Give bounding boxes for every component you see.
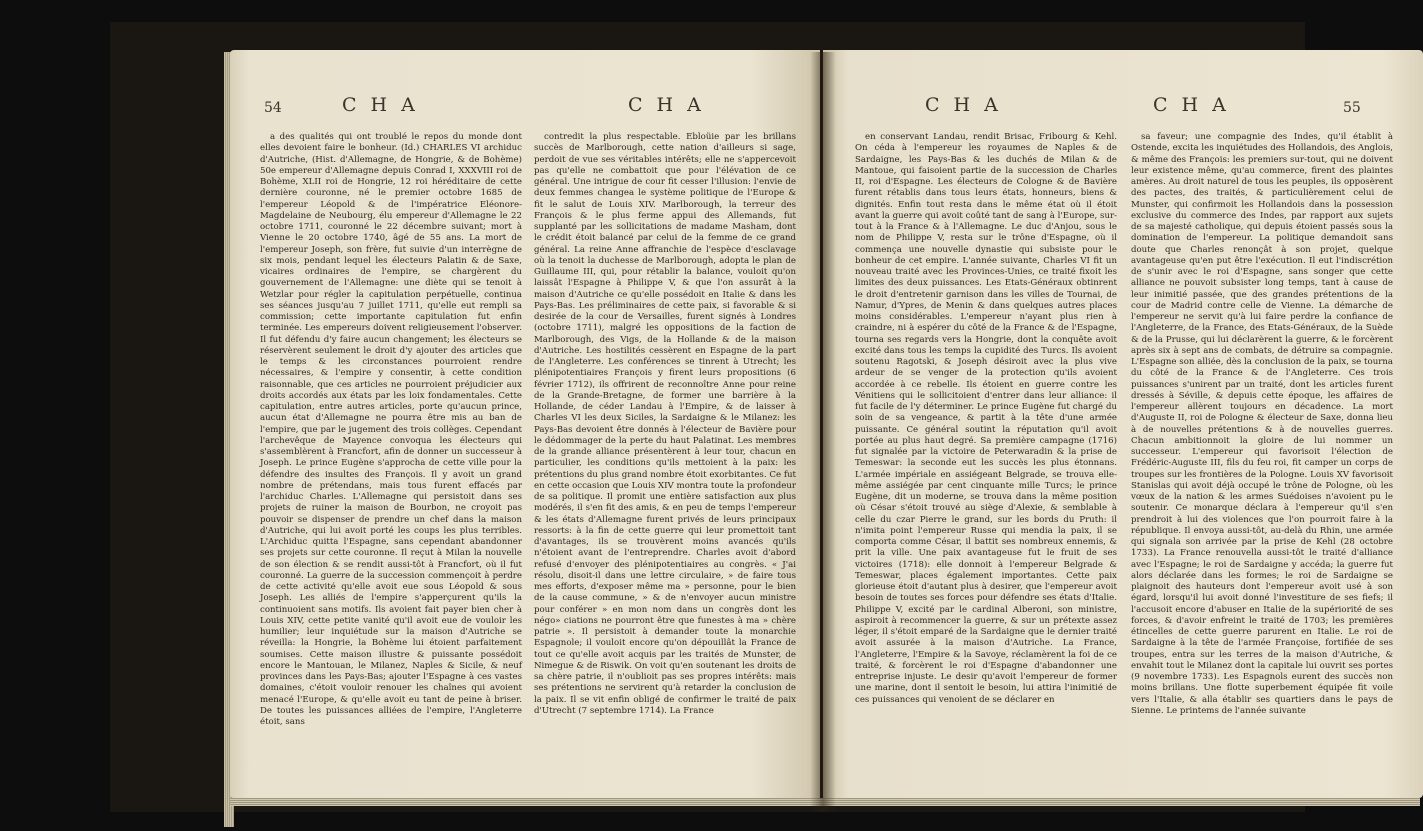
page-number: 55: [1343, 100, 1361, 116]
open-book: [110, 22, 1393, 812]
page-number: 54: [264, 100, 282, 116]
running-head: CHA: [925, 94, 1012, 116]
column-text: a des qualités qui ont troublé le repos du monde dont elles devoient faire le bonheur. (Id.) CHARLES VI archiduc d'Autriche, (Hist. d'Allemagne, de Hongrie, & de Bohème) 50e empereur d'Allemagne depuis Conrad I, XXXVIII roi de Bohème, XLII roi de Hongrie, 12 roi héréditaire de cette dernière couronne, né le premier octobre 1685 de l'empereur Léopold & de l'impératrice Eléonore-Magdelaine de Neubourg, élu empereur d'Allemagne le 22 octobre 1711, couronné le 22 décembre suivant; mort à Vienne le 20 octobre 1740, âgé de 55 ans. La mort de l'empereur Joseph, son frère, fut suivie d'un interrègne de six mois, pendant lequel les électeurs Palatin & de Saxe, vicaires ordinaires de l'empire, se chargèrent du gouvernement de l'Allemagne: une diète qui se tenoit à Wetzlar pour régler la capitulation perpétuelle, continua ses séances jusqu'au 7 juillet 1711, qu'elle eut rempli sa commission; cette importante capitulation fut enfin terminée. Les empereurs doivent religieusement l'observer. Il fut défendu d'y faire aucun changement; les électeurs se réservèrent seulement le droit d'y ajouter des articles que le temps & les circonstances pourroient rendre nécessaires, & l'empire y consentir, à cette condition raisonnable, que ces articles ne pourroient préjudicier aux droits accordés aux états par les loix fondamentales. Cette capitulation, entre autres articles, porte qu'aucun prince, aucun état d'Allemagne ne pourra être mis au ban de l'empire, que par le jugement des trois collèges. Cependant l'archevêque de Mayence convoqua les électeurs qui s'assemblèrent à Francfort, afin de donner un successeur à Joseph. Le prince Eugène s'approcha de cette ville pour la défendre des insultes des François. Il y avoit un grand nombre de prétendans, mais tous furent effacés par l'archiduc Charles. L'Allemagne qui persistoit dans ses projets de ruiner la maison de Bourbon, ne croyoit pas pouvoir se dispenser de prendre un chef dans la maison d'Autriche, qui lui avoit porté les coups les plus terribles. L'Archiduc quitta l'Espagne, sans cependant abandonner ses projets sur cette couronne. Il reçut à Milan la nouvelle de son élection & se rendit aussi-tôt à Francfort, où il fut couronné. La guerre de la succession commençoit à perdre de cette activité qu'elle avoit eue sous Léopold & sous Joseph. Les alliés de l'empire s'apperçurent qu'ils la continuoient sans motifs. Ils avoient fait payer bien cher à Louis XIV, cette petite vanité qu'il avoit eue de vouloir les humilier; leur inquiétude sur la maison d'Autriche se réveilla: la Hongrie, la Bohème lui étoient parfaitement soumises. Cette maison illustre & puissante possédoit encore le Mantouan, le Milanez, Naples & Sicile, & neuf provinces dans les Pays-Bas; ajouter l'Espagne à ces vastes domaines, c'étoit vouloir renouer les chaînes qui avoient menacé l'Europe, & qu'elle avoit eu tant de peine à briser. De toutes les puissances alliées de l'empire, l'Angleterre étoit, sans: [260, 132, 522, 727]
column-text: contredit la plus respectable. Ebloüie par les brillans succès de Marlborough, cette nation d'ailleurs si sage, perdoit de vue ses véritables intérêts; elle ne s'appercevoit pas qu'elle ne combattoit que pour l'élévation de ce général. Une intrigue de cour fit cesser l'illusion: l'envie de deux femmes changea le système politique de l'Europe & fit le salut de Louis XIV. Marlborough, la terreur des François & le plus ferme appui des Allemands, fut supplanté par les sollicitations de madame Masham, dont le crédit étoit balancé par celui de la femme de ce grand général. La reine Anne affranchie de l'espèce d'esclavage où la tenoit la duchesse de Marlborough, adopta le plan de Guillaume III, qui, pour rétablir la balance, vouloit qu'on laissât l'Espagne à Philippe V, & que l'on assurât à la maison d'Autriche ce qu'elle possédoit en Italie & dans les Pays-Bas. Les préliminaires de cette paix, si favorable & si desirée de la cour de Versailles, furent signés à Londres (octobre 1711), malgré les oppositions de la faction de Marlborough, des Vigs, de la Hollande & de la maison d'Autriche. Les hostilités cessèrent en Espagne de la part de l'Angleterre. Les conférences se tinrent à Utrecht; les plénipotentiaires François y firent leurs propositions (6 février 1712), ils offrirent de reconnoître Anne pour reine de la Grande-Bretagne, de former une barrière à la Hollande, de céder Landau à l'Empire, & de laisser à Charles VI les deux Siciles, la Sardaigne & le Milanez: les Pays-Bas devoient être donnés à l'électeur de Bavière pour le dédommager de la perte du haut Palatinat. Les membres de la grande alliance présentèrent à leur tour, chacun en particulier, les conditions qu'ils mettoient à la paix: les prétentions du plus grand nombre étoit exorbitantes. Ce fut en cette occasion que Louis XIV montra toute la profondeur de sa politique. Il promit une entière satisfaction aux plus modérés, il s'en fit des amis, & en peu de temps l'empereur & les états d'Allemagne furent privés de leurs principaux ressorts: à la fin de cette guerre qui leur promettoit tant d'avantages, ils se trouvèrent moins avancés qu'ils n'étoient avant de l'entreprendre. Charles avoit d'abord refusé d'envoyer des plénipotentiaires au congrès. « J'ai résolu, disoit-il dans une lettre circulaire, » de faire tous mes efforts, d'exposer même ma » personne, pour le bien de la cause commune, » & de n'envoyer aucun ministre pour conférer » en mon nom dans un congrès dont les négo» ciations ne pourront être que funestes à ma » chère patrie ». Il persistoit à demander toute la monarchie Espagnole; il vouloit encore qu'on dépouillât la France de tout ce qu'elle avoit acquis par les traités de Munster, de Nimegue & de Riswik. On voit qu'en soutenant les droits de sa chère patrie, il n'oublioit pas ses propres intérêts: mais ses prétentions ne servirent qu'à retarder la conclusion de la paix. Il se vit enfin obligé de confirmer le traité de paix d'Utrecht (7 septembre 1714). La France: [534, 132, 796, 716]
left-page-header: [230, 94, 820, 128]
text-column-1: [260, 132, 522, 782]
text-column-2: [534, 132, 796, 782]
running-head: CHA: [342, 94, 429, 116]
text-column-1: [855, 132, 1117, 782]
column-text: sa faveur; une compagnie des Indes, qu'il établit à Ostende, excita les inquiétudes des Hollandois, des Anglois, & même des François: les premiers sur-tout, qui ne doivent leur existence même, qu'au commerce, firent des plaintes amères. Au droit naturel de tous les peuples, ils opposèrent des pactes, des traités, & particulièrement celui de Munster, qui confirmoit les Hollandois dans la possession exclusive du commerce des Indes, par rapport aux sujets de sa majesté catholique, qui depuis étoient passés sous la domination de l'empereur. La politique demandoit sans doute que Charles renonçât à son projet, quelque avantageuse qu'en put être l'exécution. Il eut l'indiscrétion de s'unir avec le roi d'Espagne, sans songer que cette alliance ne pouvoit subsister long temps, tant à cause de leur inimitié passée, que des grandes prétentions de la cour de Madrid contre celle de Vienne. La démarche de l'empereur ne servit qu'à lui faire perdre la confiance de l'Angleterre, de la France, des Etats-Généraux, de la Suède & de la Prusse, qui lui déclarèrent la guerre, & le forcèrent après six à sept ans de combats, de détruire sa compagnie. L'Espagne son alliée, dès la conclusion de la paix, se tourna du côté de la France & de l'Angleterre. Ces trois puissances s'unirent par un traité, dont les articles furent dressés à Séville, & depuis cette époque, les affaires de l'empereur allèrent toujours en décadence. La mort d'Auguste II, roi de Pologne & électeur de Saxe, donna lieu à de nouvelles prétentions & à de nouvelles guerres. Chacun ambitionnoit la gloire de lui nommer un successeur. L'empereur qui favorisoit l'élection de Frédéric-Auguste III, fils du feu roi, fit camper un corps de troupes sur les frontières de la Pologne. Louis XV favorisoit Stanislas qui avoit déjà occupé le trône de Pologne, où les vœux de la nation & les armes Suédoises n'avoient pu le soutenir. Ce monarque déclara à l'empereur qu'il s'en prendroit à lui des violences que l'on pourroit faire à la république. Il envoya aussi-tôt, au-delà du Rhin, une armée qui signala son arrivée par la prise de Kehl (28 octobre 1733). La France renouvella aussi-tôt le traité d'alliance avec l'Espagne; le roi de Sardaigne y accéda; la guerre fut alors déclarée dans les formes; le roi de Sardaigne se plaignoit des hauteurs dont l'empereur avoit usé à son égard, lorsqu'il lui avoit donné l'investiture de ses fiefs; il l'accusoit encore d'abuser en Italie de la supériorité de ses forces, & d'avoir enfreint le traité de 1703; les premières étincelles de cette guerre parurent en Italie. Le roi de Sardaigne à la tête de l'armée Françoise, fortifiée de ses troupes, entra sur les terres de la maison d'Autriche, & envahit tout le Milanez dont la capitale lui ouvrit ses portes (9 novembre 1733). Les Espagnols eurent des succès non moins brillans. Une flotte superbement équipée fit voile vers l'Italie, & alla établir ses quartiers dans le pays de Sienne. Le printems de l'année suivante: [1131, 132, 1393, 716]
left-page: [230, 50, 820, 798]
running-head: CHA: [1153, 94, 1240, 116]
text-column-2: [1131, 132, 1393, 782]
column-text: en conservant Landau, rendit Brisac, Fribourg & Kehl. On céda à l'empereur les royaumes de Naples & de Sardaigne, les Pays-Bas & les duchés de Milan & de Mantoue, qui faisoient partie de la succession de Charles II, roi d'Espagne. Les électeurs de Cologne & de Bavière furent rétablis dans tous leurs états, honneurs, biens & dignités. Enfin tout resta dans le même état où il étoit avant la guerre qui avoit coûté tant de sang à l'Europe, sur-tout à la France & à l'Allemagne. Le duc d'Anjou, sous le nom de Philippe V, resta sur le trône d'Espagne, où il commença une nouvelle dynastie qui subsiste pour le bonheur de cet empire. L'année suivante, Charles VI fit un nouveau traité avec les Provinces-Unies, ce traité fixoit les limites des deux puissances. Les Etats-Généraux obtinrent le droit d'entretenir garnison dans les villes de Tournai, de Namur, d'Ypres, de Menin & dans quelques autres places moins considérables. L'empereur n'ayant plus rien à craindre, ni à espérer du côté de la France & de l'Espagne, tourna ses regards vers la Hongrie, dont la conquête avoit excité dans tous les temps la cupidité des Turcs. Ils avoient soutenu Ragotski, & Joseph désiroit avec la plus vive ardeur de se venger de la protection qu'ils avoient accordée à ce rebelle. Ils étoient en guerre contre les Vénitiens qui le sollicitoient d'entrer dans leur alliance: il fut facile de l'y déterminer. Le prince Eugène fut chargé du soin de sa vengeance, & partit à la tête d'une armée puissante. Ce général soutint la réputation qu'il avoit portée au plus haut degré. Sa première campagne (1716) fut signalée par la victoire de Peterwaradin & la prise de Temeswar: la seconde eut les succès les plus étonnans. L'armée impériale en assiégeant Belgrade, se trouva elle-même assiégée par cent cinquante mille Turcs; le prince Eugène, dit un moderne, se trouva dans la même position où César s'étoit trouvé au siège d'Alexie, & semblable à celle du czar Pierre le grand, sur les bords du Pruth: il n'imita point l'empereur Russe qui mendia la paix, il se comporta comme César, il battit ses nombreux ennemis, & prit la ville. Une paix avantageuse fut le fruit de ses victoires (1718): elle donnoit à l'empereur Belgrade & Temeswar, places également importantes. Cette paix glorieuse étoit d'autant plus à desirer, que l'empereur avoit besoin de toutes ses forces pour défendre ses états d'Italie. Philippe V, excité par le cardinal Alberoni, son ministre, aspiroit à recommencer la guerre, & sur un prétexte assez léger, il s'étoit emparé de la Sardaigne que le dernier traité avoit assurée à la maison d'Autriche. La France, l'Angleterre, l'Empire & la Savoye, réclamèrent la foi de ce traité, & forcèrent le roi d'Espagne d'abandonner une entreprise injuste. Le desir qu'avoit l'empereur de former une marine, dont il sentoit le besoin, lui attira l'inimitié de ces puissances qui venoient de se déclarer en: [855, 132, 1117, 705]
right-page: [823, 50, 1423, 798]
page-edges-bottom: [230, 798, 1420, 806]
right-page-header: [823, 94, 1423, 128]
running-head: CHA: [628, 94, 715, 116]
